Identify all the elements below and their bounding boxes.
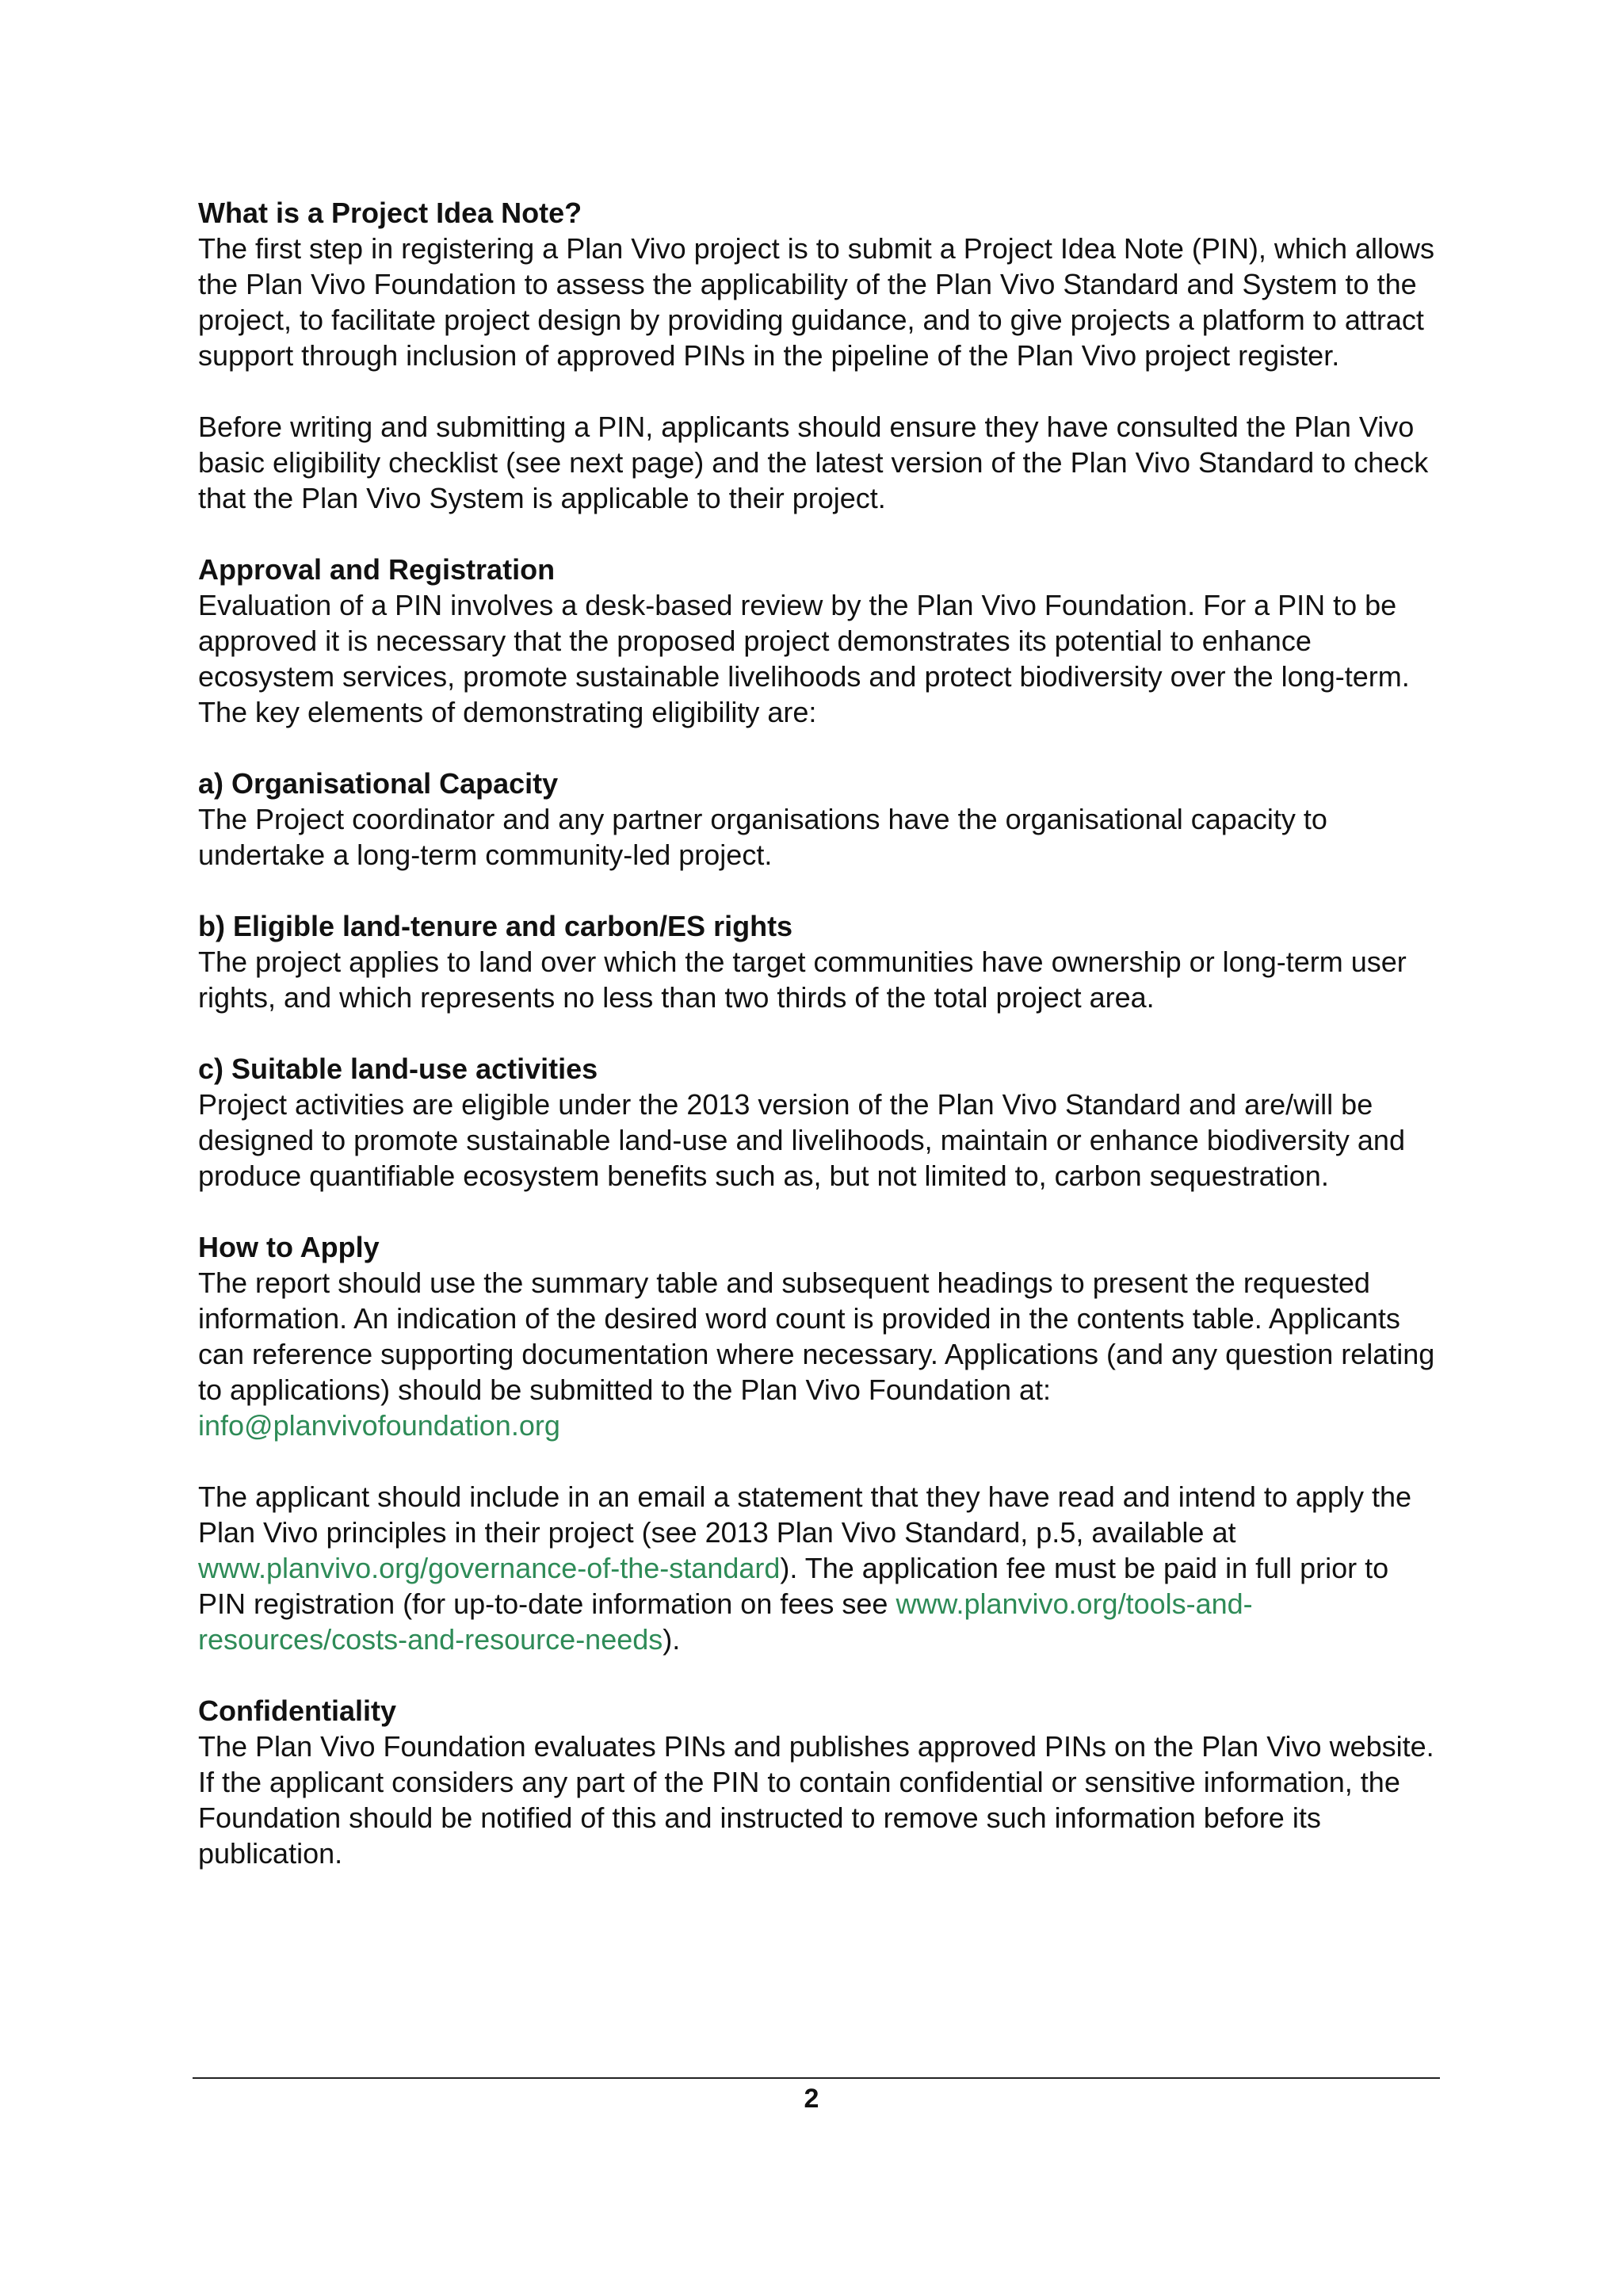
fees-link[interactable]: www.planvivo.org/tools-and-resources/costs-and-resource-needs — [198, 1587, 1253, 1656]
paragraph — [198, 1479, 1442, 1657]
section-heading: b) Eligible land-tenure and carbon/ES rights — [198, 910, 793, 942]
section-project-idea-note — [198, 195, 1442, 516]
paragraph-text: ). — [663, 1623, 681, 1656]
paragraph: Project activities are eligible under the 2013 version of the Plan Vivo Standard and are/will be designed to promote sustainable land-use and livelihoods, maintain or enhance biodiversity and produce quantifiable ecosystem benefits such as, but not limited to, carbon sequestration. — [198, 1088, 1405, 1192]
section-organisational-capacity — [198, 766, 1442, 873]
section-how-to-apply — [198, 1229, 1442, 1657]
page-content — [198, 195, 1442, 1907]
section-heading: Approval and Registration — [198, 553, 556, 586]
paragraph: Before writing and submitting a PIN, applicants should ensure they have consulted the Plan Vivo basic eligibility checklist (see next page) and the latest version of the Plan Vivo Standard to check that the Plan Vivo System is applicable to their project. — [198, 411, 1429, 514]
page-number: 2 — [804, 2084, 819, 2114]
section-land-tenure — [198, 908, 1442, 1015]
section-heading: How to Apply — [198, 1231, 380, 1263]
email-paragraph — [198, 1408, 1442, 1443]
section-approval-registration — [198, 552, 1442, 730]
paragraph: The Project coordinator and any partner organisations have the organisational capacity to undertake a long-term community-led project. — [198, 803, 1327, 871]
paragraph-text: The applicant should include in an email a statement that they have read and intend to apply the Plan Vivo principles in their project (see 2013 Plan Vivo Standard, p.5, available at — [198, 1480, 1412, 1549]
standard-link[interactable]: www.planvivo.org/governance-of-the-standard — [198, 1552, 781, 1584]
paragraph: The Plan Vivo Foundation evaluates PINs and publishes approved PINs on the Plan Vivo website. If the applicant considers any part of the PIN to contain confidential or sensitive information, the Foundation should be notified of this and instructed to remove such information before its publication. — [198, 1730, 1434, 1870]
section-heading: c) Suitable land-use activities — [198, 1052, 598, 1085]
paragraph: Evaluation of a PIN involves a desk-based review by the Plan Vivo Foundation. For a PIN to be approved it is necessary that the proposed project demonstrates its potential to enhance ecosystem services, promote sustainable livelihoods and protect biodiversity over the long-term. The key elements of demonstrating eligibility are: — [198, 589, 1410, 728]
section-confidentiality — [198, 1693, 1442, 1871]
paragraph: The project applies to land over which the target communities have ownership or long-term user rights, and which represents no less than two thirds of the total project area. — [198, 946, 1407, 1014]
paragraph: The report should use the summary table and subsequent headings to present the requested information. An indication of the desired word count is provided in the contents table. Applicants can reference supporting documentation where necessary. Applications (and any question relating to applications) should be submitted to the Plan Vivo Foundation at: — [198, 1266, 1435, 1406]
section-land-use-activities — [198, 1051, 1442, 1194]
footer-divider — [193, 2077, 1440, 2079]
section-heading: What is a Project Idea Note? — [198, 197, 582, 229]
paragraph: The first step in registering a Plan Vivo project is to submit a Project Idea Note (PIN), which allows the Plan Vivo Foundation to assess the applicability of the Plan Vivo Standard and System to the project, to facilitate project design by providing guidance, and to give projects a platform to attract support through inclusion of approved PINs in the pipeline of the Plan Vivo project register. — [198, 232, 1435, 372]
email-link[interactable]: info@planvivofoundation.org — [198, 1409, 560, 1442]
section-heading: a) Organisational Capacity — [198, 767, 559, 800]
section-heading: Confidentiality — [198, 1694, 396, 1727]
paragraph-text: ). The application fee must be paid in full prior to PIN registration (for up-to-date information on fees see — [198, 1552, 1389, 1620]
